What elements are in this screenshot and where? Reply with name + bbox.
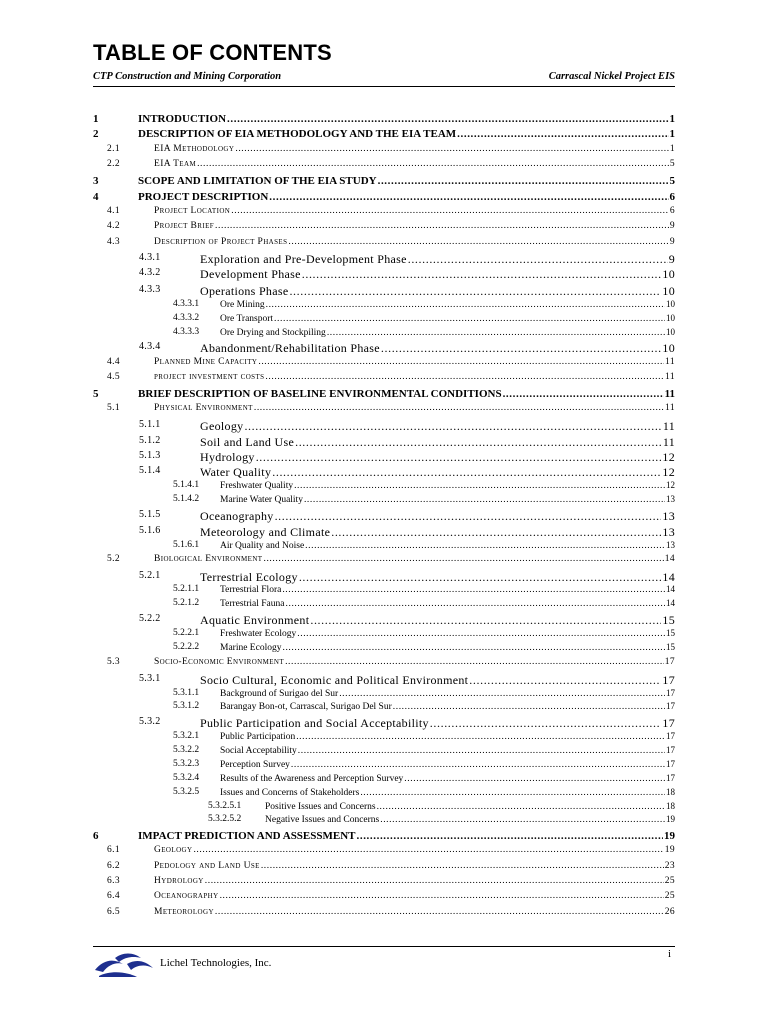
toc-entry-page: 11 (664, 388, 675, 400)
toc-entry-number: 5.3.2.3 (173, 759, 200, 769)
toc-entry-page: 15 (666, 642, 675, 652)
header-company: CTP Construction and Mining Corporation (93, 71, 282, 82)
toc-leader-dots (393, 702, 665, 712)
toc-leader-dots (244, 419, 661, 434)
toc-entry-number: 5.3.2.5.2 (208, 814, 242, 824)
toc-entry-number: 5.1.4 (139, 465, 161, 476)
toc-entry-page: 13 (662, 509, 675, 523)
toc-leader-dots (282, 585, 665, 595)
toc-entry-title: Oceanography (154, 891, 219, 901)
toc-entry-page: 6 (669, 191, 675, 203)
toc-entry-page: 12 (662, 465, 675, 479)
toc-entry-number: 5.2.1.2 (173, 598, 200, 608)
toc-entry-number: 5.3.2.4 (173, 773, 200, 783)
toc-entry-number: 5.3.2 (139, 716, 161, 727)
toc-entry-title: Freshwater Ecology (220, 629, 297, 639)
toc-leader-dots (265, 372, 664, 382)
toc-leader-dots (291, 760, 665, 770)
toc-entry-number: 5.3.2.5.1 (208, 801, 242, 811)
toc-leader-dots (339, 689, 665, 699)
toc-leader-dots (197, 159, 669, 169)
toc-leader-dots (266, 300, 665, 310)
toc-entry-number: 6.4 (107, 891, 121, 901)
toc-entry-number: 4.1 (107, 206, 121, 216)
toc-entry-number: 2 (93, 128, 99, 140)
toc-entry-page: 13 (666, 494, 675, 504)
toc-leader-dots (296, 732, 665, 742)
toc-entry-title: Barangay Bon-ot, Carrascal, Surigao Del Sur (220, 702, 392, 712)
running-header (93, 71, 675, 82)
toc-entry-title: Results of the Awareness and Perception Survey (220, 774, 404, 784)
toc-entry-number: 5.1.4.1 (173, 480, 200, 490)
toc-entry-number: 5.1.5 (139, 509, 161, 520)
toc-entry-page: 10 (662, 284, 675, 298)
toc-entry-number: 4.4 (107, 357, 121, 367)
toc-leader-dots (295, 435, 662, 450)
toc-entry-title: Description of Project Phases (154, 237, 288, 247)
toc-entry-page: 15 (666, 628, 675, 638)
toc-entry-title: Soil and Land Use (200, 435, 295, 449)
toc-entry-page: 10 (666, 313, 675, 323)
toc-entry-number: 4.3.3.1 (173, 299, 200, 309)
toc-leader-dots (215, 221, 669, 231)
toc-leader-dots (408, 252, 668, 267)
toc-entry-page: 10 (666, 299, 675, 309)
toc-leader-dots (327, 328, 665, 338)
toc-leader-dots (193, 845, 663, 855)
toc-leader-dots (261, 861, 664, 871)
toc-entry-title: EIA Methodology (154, 144, 235, 154)
toc-entry-page: 19 (666, 814, 675, 824)
toc-leader-dots (294, 481, 665, 491)
toc-entry-title: Meteorology (154, 907, 214, 917)
toc-entry-title: Ore Mining (220, 300, 265, 310)
header-project: Carrascal Nickel Project EIS (548, 71, 675, 82)
toc-entry-page: 12 (662, 450, 675, 464)
toc-leader-dots (254, 403, 664, 413)
toc-leader-dots (299, 570, 662, 585)
toc-entry-page: 23 (664, 861, 675, 871)
toc-entry-title: Water Quality (200, 465, 272, 479)
toc-leader-dots (469, 673, 661, 688)
toc-entry-page: 10 (662, 267, 675, 281)
toc-entry-page: 14 (666, 584, 675, 594)
toc-leader-dots (274, 314, 665, 324)
toc-leader-dots (272, 465, 661, 480)
toc-entry-number: 5.1.6 (139, 525, 161, 536)
toc-entry-page: 13 (666, 540, 675, 550)
toc-entry-page: 14 (664, 554, 675, 564)
toc-entry-title: Terrestrial Fauna (220, 599, 285, 609)
toc-entry-title: Exploration and Pre-Development Phase (200, 252, 407, 266)
toc-leader-dots (381, 341, 661, 356)
toc-entry-number: 6.3 (107, 876, 121, 886)
toc-entry-number: 5.1.1 (139, 419, 161, 430)
toc-leader-dots (269, 191, 668, 203)
toc-entry-title: Development Phase (200, 267, 301, 281)
toc-entry-page: 1 (669, 128, 675, 140)
toc-entry-number: 5.3.2.1 (173, 731, 200, 741)
toc-leader-dots (282, 643, 665, 653)
toc-entry-title: Public Participation (220, 732, 296, 742)
toc-leader-dots (256, 450, 662, 465)
toc-entry-page: 11 (665, 357, 675, 367)
toc-leader-dots (304, 495, 665, 505)
header-rule (93, 86, 675, 87)
toc-leader-dots (215, 907, 664, 917)
toc-entry-number: 6 (93, 830, 99, 842)
toc-entry-title: Background of Surigao del Sur (220, 689, 339, 699)
toc-leader-dots (404, 774, 665, 784)
company-logo-icon (93, 950, 155, 978)
toc-entry-title: Marine Ecology (220, 643, 282, 653)
toc-entry-number: 5.2.1 (139, 570, 161, 581)
toc-leader-dots (288, 237, 668, 247)
toc-entry-number: 4.5 (107, 372, 121, 382)
toc-entry-title: Negative Issues and Concerns (265, 815, 380, 825)
toc-entry-number: 5 (93, 388, 99, 400)
toc-entry-title: SCOPE AND LIMITATION OF THE EIA STUDY (138, 175, 377, 187)
toc-entry-title: Physical Environment (154, 403, 253, 413)
toc-entry-page: 25 (664, 876, 675, 886)
toc-entry-title: IMPACT PREDICTION AND ASSESSMENT (138, 830, 356, 842)
toc-entry-number: 5.1 (107, 403, 121, 413)
toc-leader-dots (231, 206, 669, 216)
toc-entry-number: 5.1.6.1 (173, 540, 200, 550)
toc-entry-title: Air Quality and Noise (220, 541, 305, 551)
toc-leader-dots (302, 267, 662, 282)
toc-entry-page: 17 (666, 701, 675, 711)
toc-entry-title: EIA Team (154, 159, 197, 169)
toc-leader-dots (380, 815, 665, 825)
toc-leader-dots (457, 128, 668, 140)
toc-entry-page: 14 (662, 570, 675, 584)
toc-leader-dots (235, 144, 669, 154)
toc-entry-title: Pedology and Land Use (154, 861, 260, 871)
toc-entry-title: Biological Environment (154, 554, 263, 564)
toc-entry-title: Hydrology (200, 450, 255, 464)
toc-entry-page: 19 (664, 845, 675, 855)
toc-entry-title: Ore Transport (220, 314, 274, 324)
toc-entry-number: 4.3.3.3 (173, 327, 200, 337)
toc-entry-number: 5.2.1.1 (173, 584, 200, 594)
toc-entry-number: 5.3.1.2 (173, 701, 200, 711)
toc-entry-number: 4.2 (107, 221, 121, 231)
toc-entry-title: INTRODUCTION (138, 113, 227, 125)
toc-leader-dots (258, 357, 664, 367)
toc-leader-dots (220, 891, 664, 901)
toc-leader-dots (377, 802, 665, 812)
toc-entry-page: 11 (662, 419, 675, 433)
toc-leader-dots (227, 113, 668, 125)
toc-entry-number: 4.3.2 (139, 267, 161, 278)
toc-entry-number: 5.1.4.2 (173, 494, 200, 504)
toc-entry-number: 4.3.3.2 (173, 313, 200, 323)
toc-entry-page: 11 (665, 403, 675, 413)
toc-entry-page: 13 (662, 525, 675, 539)
toc-entry-page: 25 (664, 891, 675, 901)
toc-entry-title: Oceanography (200, 509, 274, 523)
toc-entry-page: 5 (669, 159, 675, 169)
toc-entry-number: 3 (93, 175, 99, 187)
toc-entry-number: 6.5 (107, 907, 121, 917)
toc-entry-page: 9 (669, 237, 675, 247)
toc-leader-dots (286, 599, 666, 609)
toc-entry-number: 5.2.2.2 (173, 642, 200, 652)
toc-leader-dots (430, 716, 662, 731)
toc-leader-dots (360, 788, 665, 798)
toc-entry-page: 10 (666, 327, 675, 337)
toc-entry-page: 10 (662, 341, 675, 355)
toc-entry-page: 26 (664, 907, 675, 917)
toc-entry-page: 12 (666, 480, 675, 490)
toc-leader-dots (310, 613, 661, 628)
toc-entry-title: Project Brief (154, 221, 215, 231)
toc-entry-number: 5.3.1.1 (173, 688, 200, 698)
toc-entry-title: Ore Drying and Stockpiling (220, 328, 326, 338)
toc-entry-title: Planned Mine Capacity (154, 357, 258, 367)
toc-entry-number: 4 (93, 191, 99, 203)
toc-leader-dots (357, 830, 664, 842)
toc-entry-title: Hydrology (154, 876, 204, 886)
toc-entry-page: 18 (666, 787, 675, 797)
toc-entry-number: 6.1 (107, 845, 121, 855)
toc-entry-title: Social Acceptability (220, 746, 297, 756)
toc-entry-page: 15 (662, 613, 675, 627)
toc-entry-number: 5.3.2.2 (173, 745, 200, 755)
toc-entry-page: 9 (668, 252, 675, 266)
toc-entry-page: 17 (666, 759, 675, 769)
toc-leader-dots (285, 657, 664, 667)
toc-entry-title: Terrestrial Flora (220, 585, 282, 595)
toc-entry-title: Socio Cultural, Economic and Political Environment (200, 673, 469, 687)
toc-entry-title: Issues and Concerns of Stakeholders (220, 788, 360, 798)
toc-entry-title: Positive Issues and Concerns (265, 802, 376, 812)
toc-entry-page: 17 (666, 731, 675, 741)
toc-leader-dots (378, 175, 669, 187)
toc-entry-number: 2.1 (107, 144, 121, 154)
toc-entry-page: 17 (662, 716, 675, 730)
toc-entry-number: 5.3.2.5 (173, 787, 200, 797)
toc-entry-title: Meteorology and Climate (200, 525, 331, 539)
page-number: i (667, 948, 671, 960)
toc-entry-title: Terrestrial Ecology (200, 570, 298, 584)
toc-entry-title: Freshwater Quality (220, 481, 294, 491)
toc-entry-title: Geology (154, 845, 193, 855)
toc-entry-page: 17 (664, 657, 675, 667)
toc-entry-number: 4.3.4 (139, 341, 161, 352)
toc-entry-page: 1 (669, 113, 675, 125)
toc-leader-dots (205, 876, 664, 886)
toc-leader-dots (289, 284, 661, 299)
footer-rule (93, 946, 675, 947)
toc-entry-page: 18 (666, 801, 675, 811)
toc-entry-page: 1 (669, 144, 675, 154)
toc-entry-title: Aquatic Environment (200, 613, 310, 627)
toc-entry-number: 5.1.2 (139, 435, 161, 446)
toc-entry-number: 5.3.1 (139, 673, 161, 684)
toc-leader-dots (331, 525, 661, 540)
toc-leader-dots (298, 746, 665, 756)
toc-entry-number: 5.1.3 (139, 450, 161, 461)
toc-leader-dots (263, 554, 663, 564)
toc-entry-number: 4.3.3 (139, 284, 161, 295)
toc-entry-page: 17 (666, 688, 675, 698)
toc-entry-title: DESCRIPTION OF EIA METHODOLOGY AND THE EIA TEAM (138, 128, 457, 140)
toc-entry-page: 6 (669, 206, 675, 216)
toc-entry-title: Marine Water Quality (220, 495, 303, 505)
toc-entry-title: Socio-Economic Environment (154, 657, 285, 667)
toc-entry-page: 11 (662, 435, 675, 449)
toc-entry-number: 4.3 (107, 237, 121, 247)
toc-entry-title: BRIEF DESCRIPTION OF BASELINE ENVIRONMENTAL CONDITIONS (138, 388, 502, 400)
toc-leader-dots (275, 509, 662, 524)
toc-entry-number: 6.2 (107, 861, 121, 871)
toc-entry-title: PROJECT DESCRIPTION (138, 191, 269, 203)
toc-entry-title: Project Location (154, 206, 231, 216)
toc-entry-number: 4.3.1 (139, 252, 161, 263)
toc-entry-number: 5.2.2.1 (173, 628, 200, 638)
toc-entry-title: Public Participation and Social Acceptability (200, 716, 429, 730)
toc-entry-page: 11 (665, 372, 675, 382)
toc-entry-page: 14 (666, 598, 675, 608)
toc-entry-page: 17 (662, 673, 675, 687)
toc-entry-title: Operations Phase (200, 284, 289, 298)
toc-leader-dots (297, 629, 665, 639)
toc-entry-number: 2.2 (107, 159, 121, 169)
toc-entry-page: 17 (666, 773, 675, 783)
toc-entry-page: 5 (669, 175, 675, 187)
toc-entry-title: Perception Survey (220, 760, 290, 770)
toc-entry-title: project investment costs (154, 372, 265, 382)
toc-entry-number: 5.3 (107, 657, 121, 667)
toc-entry-title: Geology (200, 419, 244, 433)
toc-entry-number: 1 (93, 113, 99, 125)
toc-entry-page: 19 (664, 830, 675, 842)
toc-entry-number: 5.2 (107, 554, 121, 564)
footer-company: Lichel Technologies, Inc. (160, 957, 272, 969)
toc-leader-dots (305, 541, 665, 551)
toc-entry-page: 9 (669, 221, 675, 231)
toc-entry-page: 17 (666, 745, 675, 755)
page-title: TABLE OF CONTENTS (93, 40, 332, 65)
toc-entry-number: 5.2.2 (139, 613, 161, 624)
toc-leader-dots (503, 388, 664, 400)
toc-entry-title: Abandonment/Rehabilitation Phase (200, 341, 380, 355)
